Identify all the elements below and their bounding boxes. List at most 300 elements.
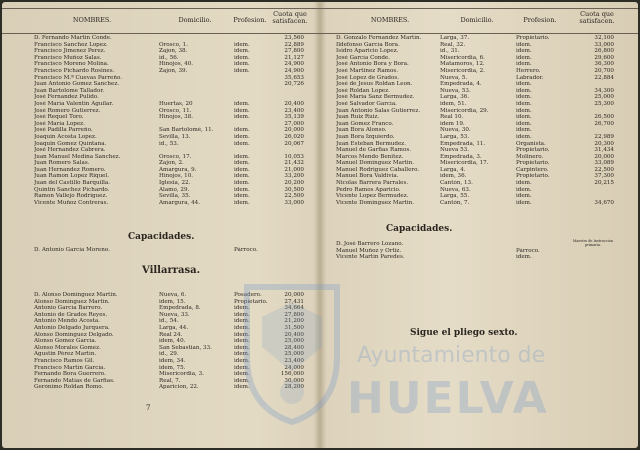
row-name: Vicente Martin Paredes. bbox=[336, 254, 405, 261]
header-profesion: Profesion. bbox=[523, 16, 557, 24]
row-cuota: 23,400 bbox=[284, 107, 304, 114]
row-profesion: idem. bbox=[516, 180, 532, 187]
row-profesion: idem. bbox=[516, 100, 532, 107]
left-capacidades-list bbox=[2, 247, 320, 254]
row-name: Manuel Rodriguez Caballero. bbox=[336, 166, 420, 173]
row-cuota: 33,000 bbox=[594, 41, 614, 48]
row-name: José Lopez de Grados. bbox=[336, 74, 400, 81]
table-row bbox=[320, 55, 638, 62]
row-cuota: 27,800 bbox=[284, 48, 304, 55]
row-domicilio: Zajon, 2. bbox=[159, 160, 184, 167]
table-row bbox=[2, 180, 320, 187]
right-capacidades-title: Capacidades. bbox=[386, 224, 453, 234]
row-profesion: idem. bbox=[516, 87, 532, 94]
table-row bbox=[320, 134, 638, 141]
row-name: Gerónimo Roldan Romo. bbox=[34, 384, 104, 391]
row-name: Francisco Ramos Gil. bbox=[34, 357, 95, 364]
row-profesion: idem. bbox=[234, 384, 250, 391]
row-name: José Fernandez Pulido. bbox=[34, 94, 99, 101]
row-cuota: 20,000 bbox=[284, 127, 304, 134]
row-cuota: 23,560 bbox=[284, 35, 304, 41]
row-name: D. Gonzalo Fernandez Martín. bbox=[336, 35, 422, 41]
row-domicilio: idem 19. bbox=[440, 120, 465, 127]
table-row bbox=[2, 88, 320, 95]
row-name: Francisco Jimenez Perez. bbox=[34, 48, 106, 55]
table-row bbox=[2, 48, 320, 55]
table-row bbox=[2, 154, 320, 161]
row-name: Alonso Morales Gomez. bbox=[34, 344, 101, 351]
table-row bbox=[2, 318, 320, 325]
left-list-top bbox=[2, 35, 320, 206]
row-name: Juan Ramon Lopez Riquel. bbox=[34, 173, 110, 180]
row-cuota: 36,300 bbox=[594, 61, 614, 68]
left-capacidades-title: Capacidades. bbox=[128, 232, 195, 242]
row-domicilio: Hinojos, 10. bbox=[159, 173, 194, 180]
row-name: Fernando Bora Guerrero. bbox=[34, 371, 106, 378]
row-name: Juan Bora Izquierdo. bbox=[336, 133, 395, 140]
row-name: Manuel de Garfias Ramos. bbox=[336, 147, 412, 154]
table-row bbox=[320, 167, 638, 174]
row-domicilio: Aparicion, 22. bbox=[159, 384, 199, 391]
row-cuota: 27,000 bbox=[284, 120, 304, 127]
row-cuota: 24,000 bbox=[284, 364, 304, 371]
row-cuota: 21,200 bbox=[284, 318, 304, 325]
row-profesion: idem. bbox=[234, 305, 250, 312]
row-cuota: 27,800 bbox=[284, 311, 304, 318]
row-cuota: 26,020 bbox=[284, 133, 304, 140]
table-row bbox=[2, 55, 320, 62]
row-domicilio: Nueva, 5. bbox=[440, 74, 468, 81]
watermark-line1: Ayuntamiento de bbox=[357, 343, 546, 368]
row-cuota: 25,000 bbox=[284, 351, 304, 358]
row-domicilio: Orosco, 11. bbox=[159, 107, 192, 114]
row-name: Juan Bora Alonso. bbox=[336, 127, 387, 134]
row-name: Joaquin Acosta Lopez. bbox=[34, 133, 97, 140]
row-domicilio: Nueva, 63. bbox=[440, 186, 471, 193]
table-row bbox=[2, 305, 320, 312]
row-name: Ramon Vallejo Rodriguez. bbox=[34, 193, 108, 200]
row-profesion: idem. bbox=[516, 133, 532, 140]
row-name: José Antonio Bora y Bora. bbox=[336, 61, 409, 68]
row-cuota: 20,400 bbox=[284, 100, 304, 107]
row-profesion: idem. bbox=[234, 107, 250, 114]
row-domicilio: Real, 32. bbox=[440, 41, 466, 48]
left-table-header bbox=[2, 8, 320, 34]
table-row bbox=[320, 147, 638, 154]
row-name: Juan Bartolome Tallador. bbox=[34, 87, 105, 94]
table-row bbox=[320, 180, 638, 187]
row-name: José de Jesus Roldan Leon. bbox=[336, 81, 413, 88]
row-cuota: 21,127 bbox=[284, 54, 304, 61]
table-row bbox=[2, 121, 320, 128]
row-profesion: idem. bbox=[516, 186, 532, 193]
row-name: Juan Ruiz Ruiz. bbox=[336, 114, 380, 121]
table-row bbox=[2, 68, 320, 75]
row-cuota: 156,000 bbox=[280, 371, 304, 378]
row-profesion: idem. bbox=[516, 94, 532, 101]
left-list-bottom bbox=[2, 292, 320, 391]
row-domicilio: Amargura, 44. bbox=[159, 199, 200, 206]
row-profesion: idem. bbox=[516, 81, 532, 88]
table-row bbox=[320, 160, 638, 167]
row-cuota: 22,500 bbox=[284, 193, 304, 200]
row-domicilio: Misericordia, 17. bbox=[440, 160, 489, 167]
table-row bbox=[2, 345, 320, 352]
row-cuota: 30,500 bbox=[284, 186, 304, 193]
row-name: D. José Barrero Lozano. bbox=[336, 241, 404, 247]
row-domicilio: id., 54. bbox=[159, 318, 179, 325]
right-capacidades-list bbox=[320, 241, 638, 261]
row-cuota: 25,000 bbox=[284, 338, 304, 345]
row-domicilio: Nueva, 33. bbox=[159, 311, 190, 318]
row-cuota: 20,000 bbox=[594, 153, 614, 160]
row-profesion: idem. bbox=[234, 41, 250, 48]
row-domicilio: Misericordia, 3. bbox=[159, 371, 204, 378]
row-domicilio: Matamoros, 12. bbox=[440, 61, 485, 68]
row-name: Juan Esteban Bermudez. bbox=[336, 140, 406, 147]
row-cuota: 32,100 bbox=[594, 35, 614, 41]
row-domicilio: id., 31. bbox=[440, 48, 460, 55]
table-row bbox=[320, 141, 638, 148]
table-row bbox=[320, 187, 638, 194]
row-domicilio: idem, 51. bbox=[440, 100, 467, 107]
row-cuota: 27,431 bbox=[284, 298, 304, 305]
table-row bbox=[2, 292, 320, 299]
row-name: Manuel Muñoz y Ortiz. bbox=[336, 247, 402, 254]
row-name: Francisco Martín García. bbox=[34, 364, 106, 371]
row-cuota: 34,664 bbox=[284, 305, 304, 312]
table-row bbox=[320, 75, 638, 82]
row-profesion: idem. bbox=[234, 324, 250, 331]
header-cuota: Cuota que satisfacen. bbox=[272, 10, 308, 25]
row-name: Marcos Mendo Benitez. bbox=[336, 153, 404, 160]
row-profesion: idem. bbox=[234, 48, 250, 55]
row-name: Juan Antonio Salas Gutierrez. bbox=[336, 107, 421, 114]
row-domicilio: Orosco, 1. bbox=[159, 41, 188, 48]
row-profesion: idem. bbox=[516, 107, 532, 114]
row-cuota: 33,000 bbox=[284, 199, 304, 206]
table-row bbox=[2, 247, 320, 254]
table-row bbox=[320, 81, 638, 88]
row-name: Quintin Sanchez Pichardo. bbox=[34, 186, 110, 193]
row-name: José Salvador García. bbox=[336, 100, 397, 107]
row-domicilio: Nueva, 6. bbox=[159, 292, 187, 298]
row-cuota: 26,700 bbox=[594, 120, 614, 127]
row-domicilio: San Bartolomé, 11. bbox=[159, 127, 214, 134]
row-cuota: 26,800 bbox=[594, 48, 614, 55]
row-name: D. Fernando Martin Conde. bbox=[34, 35, 112, 41]
row-name: Francisco Pichardo Rosines. bbox=[34, 67, 115, 74]
row-profesion: idem. bbox=[234, 133, 250, 140]
row-domicilio: Nueva, 53. bbox=[440, 87, 471, 94]
row-name: Francisco Moreno Molina. bbox=[34, 61, 109, 68]
row-cuota: 20,300 bbox=[594, 140, 614, 147]
row-domicilio: Huertas, 20 bbox=[159, 100, 193, 107]
row-profesion: Párroco. bbox=[516, 247, 540, 254]
row-name: José García Conde. bbox=[336, 54, 391, 61]
table-row bbox=[2, 108, 320, 115]
table-row bbox=[2, 384, 320, 391]
table-row bbox=[2, 365, 320, 372]
row-profesion: idem. bbox=[234, 153, 250, 160]
right-table-header bbox=[320, 8, 638, 34]
row-domicilio: Real 10. bbox=[440, 114, 464, 121]
row-cuota: 10,053 bbox=[284, 153, 304, 160]
row-profesion: Propietario. bbox=[516, 147, 550, 154]
row-name: Juan Antonio Gomez Sanchez. bbox=[34, 81, 120, 88]
row-profesion: idem. bbox=[516, 48, 532, 55]
row-profesion: Propietario. bbox=[516, 35, 550, 41]
row-cuota: 25,300 bbox=[594, 100, 614, 107]
table-row bbox=[2, 358, 320, 365]
row-domicilio: Nueva, 30. bbox=[440, 127, 471, 134]
row-profesion: idem. bbox=[234, 127, 250, 134]
row-name: José Martinez Ramos. bbox=[336, 67, 398, 74]
table-row bbox=[2, 200, 320, 207]
row-profesion: idem. bbox=[234, 311, 250, 318]
row-name: Antonio García Barrero. bbox=[34, 305, 103, 312]
row-cuota: 21,432 bbox=[284, 160, 304, 167]
row-profesion: idem. bbox=[234, 140, 250, 147]
row-profesion: idem. bbox=[234, 61, 250, 68]
row-profesion: Párroco. bbox=[234, 247, 258, 253]
row-name: Agustin Pérez Martín. bbox=[34, 351, 97, 358]
table-row bbox=[320, 127, 638, 134]
table-row bbox=[320, 108, 638, 115]
row-domicilio: Sevilla, 13. bbox=[159, 133, 191, 140]
table-row bbox=[2, 351, 320, 358]
row-name: José María Valentin Aguilar. bbox=[34, 100, 114, 107]
row-domicilio: Amargura, 9. bbox=[159, 166, 197, 173]
villarrasa-title: Villarrasa. bbox=[142, 265, 201, 276]
row-profesion: idem. bbox=[234, 371, 250, 378]
row-name: Juan del Castillo Barquilla. bbox=[34, 180, 111, 187]
row-profesion: idem. bbox=[234, 338, 250, 345]
row-domicilio: Empedrada, 11. bbox=[440, 140, 486, 147]
row-profesion: idem. bbox=[234, 173, 250, 180]
row-profesion: idem. bbox=[234, 357, 250, 364]
row-name: Isidro Aparicio Lopez. bbox=[336, 48, 399, 55]
table-row bbox=[2, 325, 320, 332]
row-domicilio: Misericordia, 6. bbox=[440, 54, 485, 61]
header-nombres: NOMBRES. bbox=[370, 16, 410, 24]
table-row bbox=[320, 248, 638, 255]
table-row bbox=[2, 187, 320, 194]
row-domicilio: Real 24. bbox=[159, 331, 183, 338]
row-profesion: idem. bbox=[234, 351, 250, 358]
row-cuota: 20,200 bbox=[284, 180, 304, 187]
row-profesion: idem. bbox=[234, 54, 250, 61]
row-profesion: idem. bbox=[516, 199, 532, 206]
row-profesion: Propietario. bbox=[516, 173, 550, 180]
row-domicilio: id., 29. bbox=[159, 351, 179, 358]
row-profesion: idem. bbox=[516, 120, 532, 127]
page-number: 7 bbox=[146, 404, 151, 412]
table-row bbox=[2, 35, 320, 42]
row-domicilio: Larga, 36. bbox=[440, 94, 470, 101]
row-profesion: Propietario. bbox=[234, 298, 268, 305]
table-row bbox=[320, 35, 638, 42]
row-profesion: idem. bbox=[234, 344, 250, 351]
row-cuota: 37,300 bbox=[594, 173, 614, 180]
row-cuota: 31,500 bbox=[284, 324, 304, 331]
header-domicilio: Domicilio. bbox=[460, 16, 494, 24]
right-list-top bbox=[320, 35, 638, 206]
row-name: Alonso Dominguez Martin. bbox=[34, 298, 110, 305]
row-cuota: 20,215 bbox=[594, 180, 614, 187]
row-cuota: 25,000 bbox=[594, 94, 614, 101]
table-row bbox=[2, 167, 320, 174]
row-profesion: idem. bbox=[516, 193, 532, 200]
row-profesion: idem. bbox=[516, 254, 532, 261]
row-domicilio: Larga, 44. bbox=[159, 324, 189, 331]
table-row bbox=[320, 101, 638, 108]
row-profesion: idem. bbox=[516, 41, 532, 48]
table-row bbox=[2, 378, 320, 385]
table-row bbox=[2, 371, 320, 378]
table-row bbox=[320, 200, 638, 207]
row-domicilio: Misericordia, 29. bbox=[440, 107, 489, 114]
row-name: Manuel Dominguez Martin. bbox=[336, 160, 415, 167]
row-domicilio: Sevilla, 35. bbox=[159, 193, 191, 200]
table-row bbox=[320, 154, 638, 161]
row-cuota: 28,200 bbox=[284, 384, 304, 391]
row-profesion: idem. bbox=[516, 61, 532, 68]
row-name: D. Alonso Dominguez Martin. bbox=[34, 292, 118, 298]
row-domicilio: Hinojos, 38. bbox=[159, 114, 194, 121]
row-name: Alonso Dominguez Delgado. bbox=[34, 331, 114, 338]
right-page bbox=[320, 2, 638, 448]
row-domicilio: Empedrada, 4. bbox=[440, 81, 482, 88]
table-row bbox=[320, 193, 638, 200]
row-name: José Padilla Parreño. bbox=[34, 127, 93, 134]
table-row bbox=[2, 101, 320, 108]
table-row bbox=[320, 254, 638, 261]
row-name: Juan Gomez Franco. bbox=[336, 120, 394, 127]
row-cuota: 35,139 bbox=[284, 114, 304, 121]
row-profesion: idem. bbox=[234, 193, 250, 200]
row-name: Juan Manuel Medina Sanchez. bbox=[34, 153, 121, 160]
row-profesion: Organista. bbox=[516, 140, 546, 147]
row-profesion: idem. bbox=[234, 186, 250, 193]
row-cuota: 23,400 bbox=[284, 357, 304, 364]
row-name: José Romero Gutierrez. bbox=[34, 107, 101, 114]
row-profesion: Molinero. bbox=[516, 153, 544, 160]
table-row bbox=[320, 94, 638, 101]
row-domicilio: Iglesia, 22. bbox=[159, 180, 191, 187]
sigue-note: Sigue el pliego sexto. bbox=[410, 328, 518, 338]
row-cuota: 33,089 bbox=[594, 160, 614, 167]
table-row bbox=[320, 173, 638, 180]
row-name: José María Lopez. bbox=[34, 120, 85, 127]
row-domicilio: Orosco, 17. bbox=[159, 153, 192, 160]
table-row bbox=[2, 193, 320, 200]
maestro-note: Maestro de Instruccion primaria. bbox=[572, 239, 614, 247]
header-profesion: Profesion. bbox=[233, 16, 267, 24]
row-domicilio: Empedrada, 3. bbox=[440, 153, 482, 160]
row-name: Joaquin Gomez Quintana. bbox=[34, 140, 107, 147]
row-profesion: idem. bbox=[234, 331, 250, 338]
row-cuota: 29,600 bbox=[594, 54, 614, 61]
row-profesion: Posadero. bbox=[234, 292, 262, 298]
row-name: Alonso Gomez García. bbox=[34, 338, 97, 345]
table-row bbox=[320, 88, 638, 95]
row-domicilio: Cantón, 13. bbox=[440, 180, 473, 187]
row-domicilio: Cantón, 7. bbox=[440, 199, 470, 206]
row-domicilio: Zajon, 39. bbox=[159, 67, 188, 74]
row-profesion: Carpintero. bbox=[516, 166, 549, 173]
table-row bbox=[320, 48, 638, 55]
table-row bbox=[2, 42, 320, 49]
row-profesion: idem. bbox=[516, 54, 532, 61]
row-profesion: idem. bbox=[516, 127, 532, 134]
row-name: José Roldan Lopez. bbox=[336, 87, 390, 94]
row-profesion: Propietario. bbox=[516, 160, 550, 167]
row-cuota: 21,000 bbox=[284, 166, 304, 173]
table-row bbox=[2, 134, 320, 141]
left-page bbox=[2, 2, 320, 448]
row-profesion: idem. bbox=[234, 318, 250, 325]
row-profesion: Herrero. bbox=[516, 67, 541, 74]
row-profesion: idem. bbox=[516, 114, 532, 121]
row-profesion: Labrador. bbox=[516, 74, 544, 81]
row-cuota: 22,889 bbox=[284, 41, 304, 48]
row-domicilio: Hinojos, 40. bbox=[159, 61, 194, 68]
row-name: José Requel Toro. bbox=[34, 114, 84, 121]
row-domicilio: Alamo, 29. bbox=[159, 186, 190, 193]
row-name: Antonio Mendo Acosta. bbox=[34, 318, 100, 325]
row-domicilio: idem, 40. bbox=[159, 338, 186, 345]
row-domicilio: id., 56. bbox=[159, 54, 179, 61]
row-domicilio: San Sebastian, 33. bbox=[159, 344, 212, 351]
row-name: Pedro Ramos Aparicio. bbox=[336, 186, 401, 193]
row-name: Francisco Sanchez Lopez. bbox=[34, 41, 108, 48]
row-domicilio: idem, 75. bbox=[159, 364, 186, 371]
row-cuota: 22,989 bbox=[594, 133, 614, 140]
row-name: Juan Hernandez Romero. bbox=[34, 166, 106, 173]
row-domicilio: Nueva 53. bbox=[440, 147, 469, 154]
row-domicilio: Zajon, 38. bbox=[159, 48, 188, 55]
table-row bbox=[2, 332, 320, 339]
row-cuota: 35,653 bbox=[284, 74, 304, 81]
row-cuota: 31,434 bbox=[594, 147, 614, 154]
table-row bbox=[2, 160, 320, 167]
row-cuota: 22,884 bbox=[594, 74, 614, 81]
table-row bbox=[320, 121, 638, 128]
row-domicilio: Larga, 53. bbox=[440, 133, 470, 140]
row-name: Vicente Dominguez Martin. bbox=[336, 199, 415, 206]
table-row bbox=[2, 81, 320, 88]
table-row bbox=[2, 141, 320, 148]
row-name: José María Sanz Bermudez. bbox=[336, 94, 415, 101]
row-cuota: 20,726 bbox=[284, 81, 304, 88]
row-profesion: idem. bbox=[234, 67, 250, 74]
row-profesion: idem. bbox=[234, 199, 250, 206]
row-profesion: idem. bbox=[234, 100, 250, 107]
row-domicilio: Larga, 4. bbox=[440, 166, 466, 173]
table-row bbox=[320, 61, 638, 68]
row-name: José Hernandez Cabrera. bbox=[34, 147, 106, 154]
row-cuota: 28,400 bbox=[284, 344, 304, 351]
row-cuota: 34,300 bbox=[594, 87, 614, 94]
table-row bbox=[2, 338, 320, 345]
row-cuota: 34,670 bbox=[594, 199, 614, 206]
row-domicilio: idem, 15. bbox=[159, 298, 186, 305]
table-row bbox=[2, 299, 320, 306]
row-name: Francisco M.ª Cuevas Parreño. bbox=[34, 74, 122, 81]
row-domicilio: idem, 36. bbox=[440, 173, 467, 180]
table-row bbox=[320, 42, 638, 49]
